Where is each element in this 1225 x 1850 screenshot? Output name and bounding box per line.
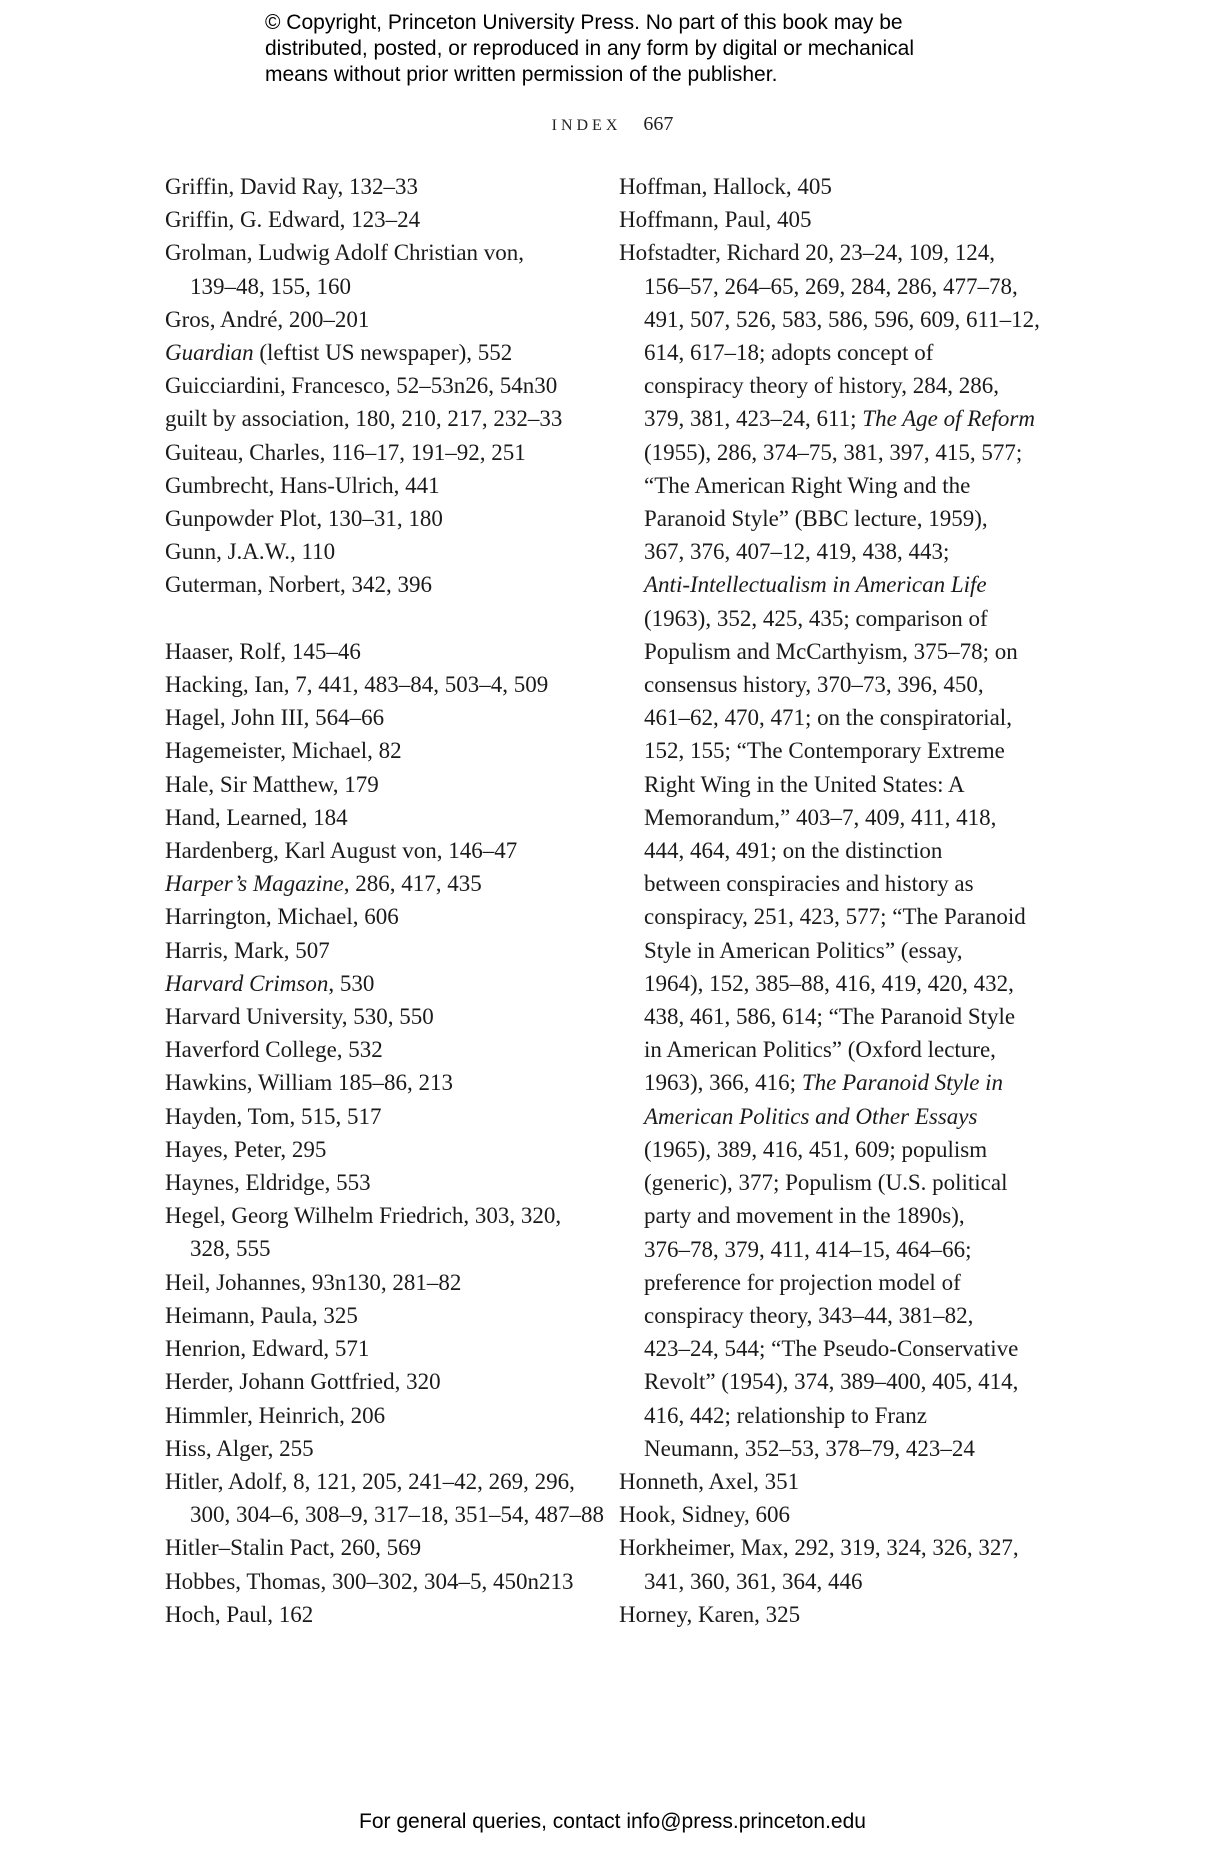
index-entry: Hoch, Paul, 162 (165, 1601, 314, 1627)
index-entry: Gros, André, 200–201 (165, 306, 370, 332)
index-entry: Guicciardini, Francesco, 52–53n26, 54n30 (165, 373, 558, 399)
index-entry: Griffin, David Ray, 132–33 (165, 174, 418, 199)
index-entry: guilt by association, 180, 210, 217, 232–33 (165, 406, 563, 432)
index-entry: Hagemeister, Michael, 82 (165, 738, 402, 764)
index-entry: Heil, Johannes, 93n130, 281–82 (165, 1269, 462, 1295)
index-entry: Hoffman, Hallock, 405 (619, 174, 832, 199)
index-entry: Griffin, G. Edward, 123–24 (165, 207, 421, 233)
index-entry: Gumbrecht, Hans-Ulrich, 441 (165, 472, 440, 498)
index-entry: Horney, Karen, 325 (619, 1601, 801, 1627)
index-entry: Harris, Mark, 507 (165, 937, 330, 963)
index-entry: Grolman, Ludwig Adolf Christian von, 139–48, 155, 160 (165, 240, 525, 299)
index-entry: Haverford College, 532 (165, 1037, 383, 1063)
index-column-left (165, 170, 604, 1631)
index-entry: Guardian (leftist US newspaper), 552 (165, 340, 513, 366)
index-entry: Hacking, Ian, 7, 441, 483–84, 503–4, 509 (165, 672, 549, 698)
index-entry: Hoffmann, Paul, 405 (619, 207, 812, 233)
index-entry: Hiss, Alger, 255 (165, 1435, 314, 1461)
index-entry: Hegel, Georg Wilhelm Friedrich, 303, 320, 328, 555 (165, 1203, 562, 1262)
index-entry: Harvard Crimson, 530 (165, 970, 375, 996)
index-entry: Hobbes, Thomas, 300–302, 304–5, 450n213 (165, 1568, 574, 1594)
index-entry: Gunpowder Plot, 130–31, 180 (165, 506, 443, 532)
footer-contact: For general queries, contact info@press.princeton.edu (359, 1810, 866, 1833)
index-entry: Henrion, Edward, 571 (165, 1336, 370, 1362)
index-entry: Hitler–Stalin Pact, 260, 569 (165, 1535, 422, 1561)
running-head (0, 113, 1225, 136)
letter-group-gap (165, 602, 595, 635)
index-entry: Harrington, Michael, 606 (165, 904, 399, 930)
index-entry: Herder, Johann Gottfried, 320 (165, 1369, 441, 1395)
index-entry: Himmler, Heinrich, 206 (165, 1402, 386, 1428)
index-entry: Hagel, John III, 564–66 (165, 705, 385, 731)
index-column-right (619, 170, 1059, 1631)
index-entry: Hitler, Adolf, 8, 121, 205, 241–42, 269, 296, 300, 304–6, 308–9, 317–18, 351–54, 487–88 (165, 1468, 604, 1528)
index-entry: Harvard University, 530, 550 (165, 1004, 434, 1030)
index-entry: Hayes, Peter, 295 (165, 1136, 327, 1162)
index-entry: Hofstadter, Richard 20, 23–24, 109, 124, 156–57, 264–65, 269, 284, 286, 477–78, 491, 507, 526, 583, 586, 596, 609, 611–12, 614, 617–18; adopts concept of conspiracy theory of history, 284, 286, 379, 381, 423–24, 611; The Age of Reform (1955), 286, 374–75, 381, 397, 415, 577; “The American Right Wing and the Paranoid Style” (BBC lecture, 1959), 367, 376, 407–12, 419, 438, 443; Anti-Intellectualism in American Life (1963), 352, 425, 435; comparison of Populism and McCarthyism, 375–78; on consensus history, 370–73, 396, 450, 461–62, 470, 471; on the conspiratorial, 152, 155; “The Contemporary Extreme Right Wing in the United States: A Memorandum,” 403–7, 409, 411, 418, 444, 464, 491; on the distinction between conspiracies and history as conspiracy, 251, 423, 577; “The Paranoid Style in American Politics” (essay, 1964), 152, 385–88, 416, 419, 420, 432, 438, 461, 586, 614; “The Paranoid Style in American Politics” (Oxford lecture, 1963), 366, 416; The Paranoid Style in American Politics and Other Essays (1965), 389, 416, 451, 609; populism (generic), 377; Populism (U.S. political party and movement in the 1890s), 376–78, 379, 411, 414–15, 464–66; preference for projection model of conspiracy theory, 343–44, 381–82, 423–24, 544; “The Pseudo-Conservative Revolt” (1954), 374, 389–400, 405, 414, 416, 442; relationship to Franz Neumann, 352–53, 378–79, 423–24 (619, 240, 1040, 1461)
copyright-line: © Copyright, Princeton University Press. No part of this book may be (265, 11, 903, 34)
copyright-notice (265, 10, 985, 88)
index-entry: Hayden, Tom, 515, 517 (165, 1103, 382, 1129)
index-entry: Hardenberg, Karl August von, 146–47 (165, 838, 518, 864)
index-entry: Haynes, Eldridge, 553 (165, 1170, 371, 1196)
index-entry: Gunn, J.A.W., 110 (165, 539, 336, 565)
index-entry: Hale, Sir Matthew, 179 (165, 771, 379, 797)
copyright-line: means without prior written permission of the publisher. (265, 63, 778, 86)
index-entry: Haaser, Rolf, 145–46 (165, 638, 361, 664)
index-entry: Guiteau, Charles, 116–17, 191–92, 251 (165, 439, 526, 465)
copyright-line: distributed, posted, or reproduced in any form by digital or mechanical (265, 37, 915, 60)
index-entry: Horkheimer, Max, 292, 319, 324, 326, 327, 341, 360, 361, 364, 446 (619, 1535, 1019, 1594)
index-entry: Guterman, Norbert, 342, 396 (165, 572, 432, 598)
index-entry: Hook, Sidney, 606 (619, 1502, 791, 1528)
running-head-label: INDEX (551, 117, 622, 134)
index-entry: Hand, Learned, 184 (165, 804, 348, 830)
index-entry: Harper’s Magazine, 286, 417, 435 (165, 871, 482, 897)
index-entry: Honneth, Axel, 351 (619, 1468, 800, 1494)
index-entry: Heimann, Paula, 325 (165, 1302, 358, 1328)
page-number: 667 (643, 113, 674, 135)
index-entry: Hawkins, William 185–86, 213 (165, 1070, 454, 1096)
